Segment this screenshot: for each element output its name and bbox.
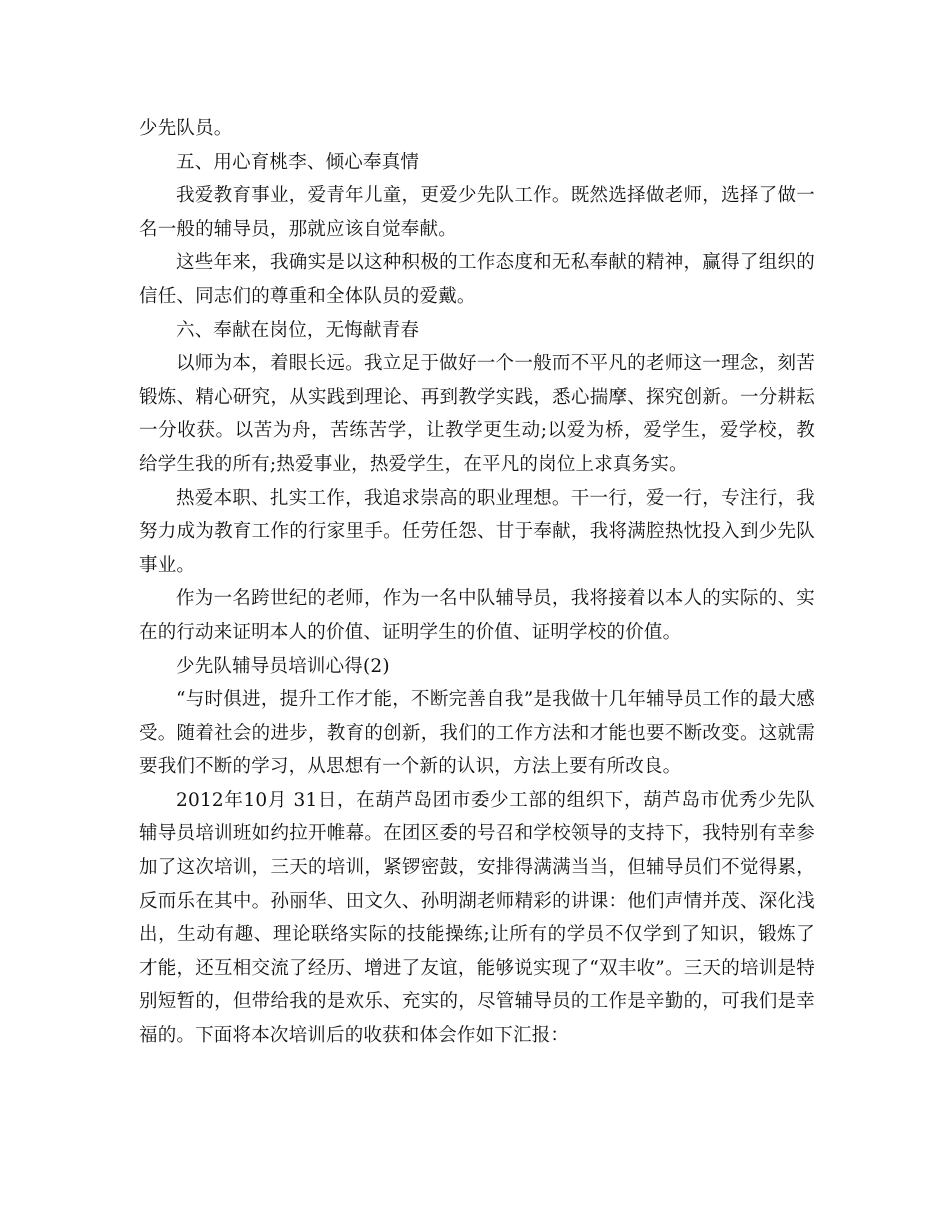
document-page — [139, 112, 815, 1053]
article-title: 少先队辅导员培训心得(2) — [176, 655, 390, 677]
section-heading-6: 六、奉献在岗位，无悔献青春 — [176, 319, 420, 341]
paragraph: 我爱教育事业，爱青年儿童，更爱少先队工作。既然选择做老师，选择了做一名一般的辅导员，那就应该自觉奉献。 — [139, 185, 815, 240]
paragraph: 作为一名跨世纪的老师，作为一名中队辅导员，我将接着以本人的实际的、实在的行动来证明本人的价值、证明学生的价值、证明学校的价值。 — [139, 588, 815, 643]
paragraph: “与时俱进，提升工作才能，不断完善自我”是我做十几年辅导员工作的最大感受。随着社会的进步，教育的创新，我们的工作方法和才能也要不断改变。这就需要我们不断的学习，从思想有一个新的认识，方法上要有所改良。 — [139, 689, 815, 778]
paragraph: 热爱本职、扎实工作，我追求崇高的职业理想。干一行，爱一行，专注行，我努力成为教育工作的行家里手。任劳任怨、甘于奉献，我将满腔热忱投入到少先队事业。 — [139, 487, 815, 576]
section-heading-5: 五、用心育桃李、倾心奉真情 — [176, 151, 420, 173]
paragraph: 以师为本，着眼长远。我立足于做好一个一般而不平凡的老师这一理念，刻苦锻炼、精心研究，从实践到理论、再到教学实践，悉心揣摩、探究创新。一分耕耘一分收获。以苦为舟，苦练苦学，让教学更生动;以爱为桥，爱学生，爱学校，教给学生我的所有;热爱事业，热爱学生，在平凡的岗位上求真务实。 — [139, 353, 815, 475]
paragraph: 2012年10月 31日，在葫芦岛团市委少工部的组织下，葫芦岛市优秀少先队辅导员培训班如约拉开帷幕。在团区委的号召和学校领导的支持下，我特别有幸参加了这次培训，三天的培训，紧锣密鼓，安排得满满当当，但辅导员们不觉得累，反而乐在其中。孙丽华、田文久、孙明湖老师精彩的讲课：他们声情并茂、深化浅出，生动有趣、理论联络实际的技能操练;让所有的学员不仅学到了知识，锻炼了才能，还互相交流了经历、增进了友谊，能够说实现了“双丰收”。三天的培训是特别短暂的，但带给我的是欢乐、充实的，尽管辅导员的工作是辛勤的，可我们是幸福的。下面将本次培训后的收获和体会作如下汇报： — [139, 789, 815, 1047]
paragraph: 这些年来，我确实是以这种积极的工作态度和无私奉献的精神，赢得了组织的信任、同志们的尊重和全体队员的爱戴。 — [139, 252, 815, 307]
paragraph-continuation: 少先队员。 — [139, 118, 233, 139]
